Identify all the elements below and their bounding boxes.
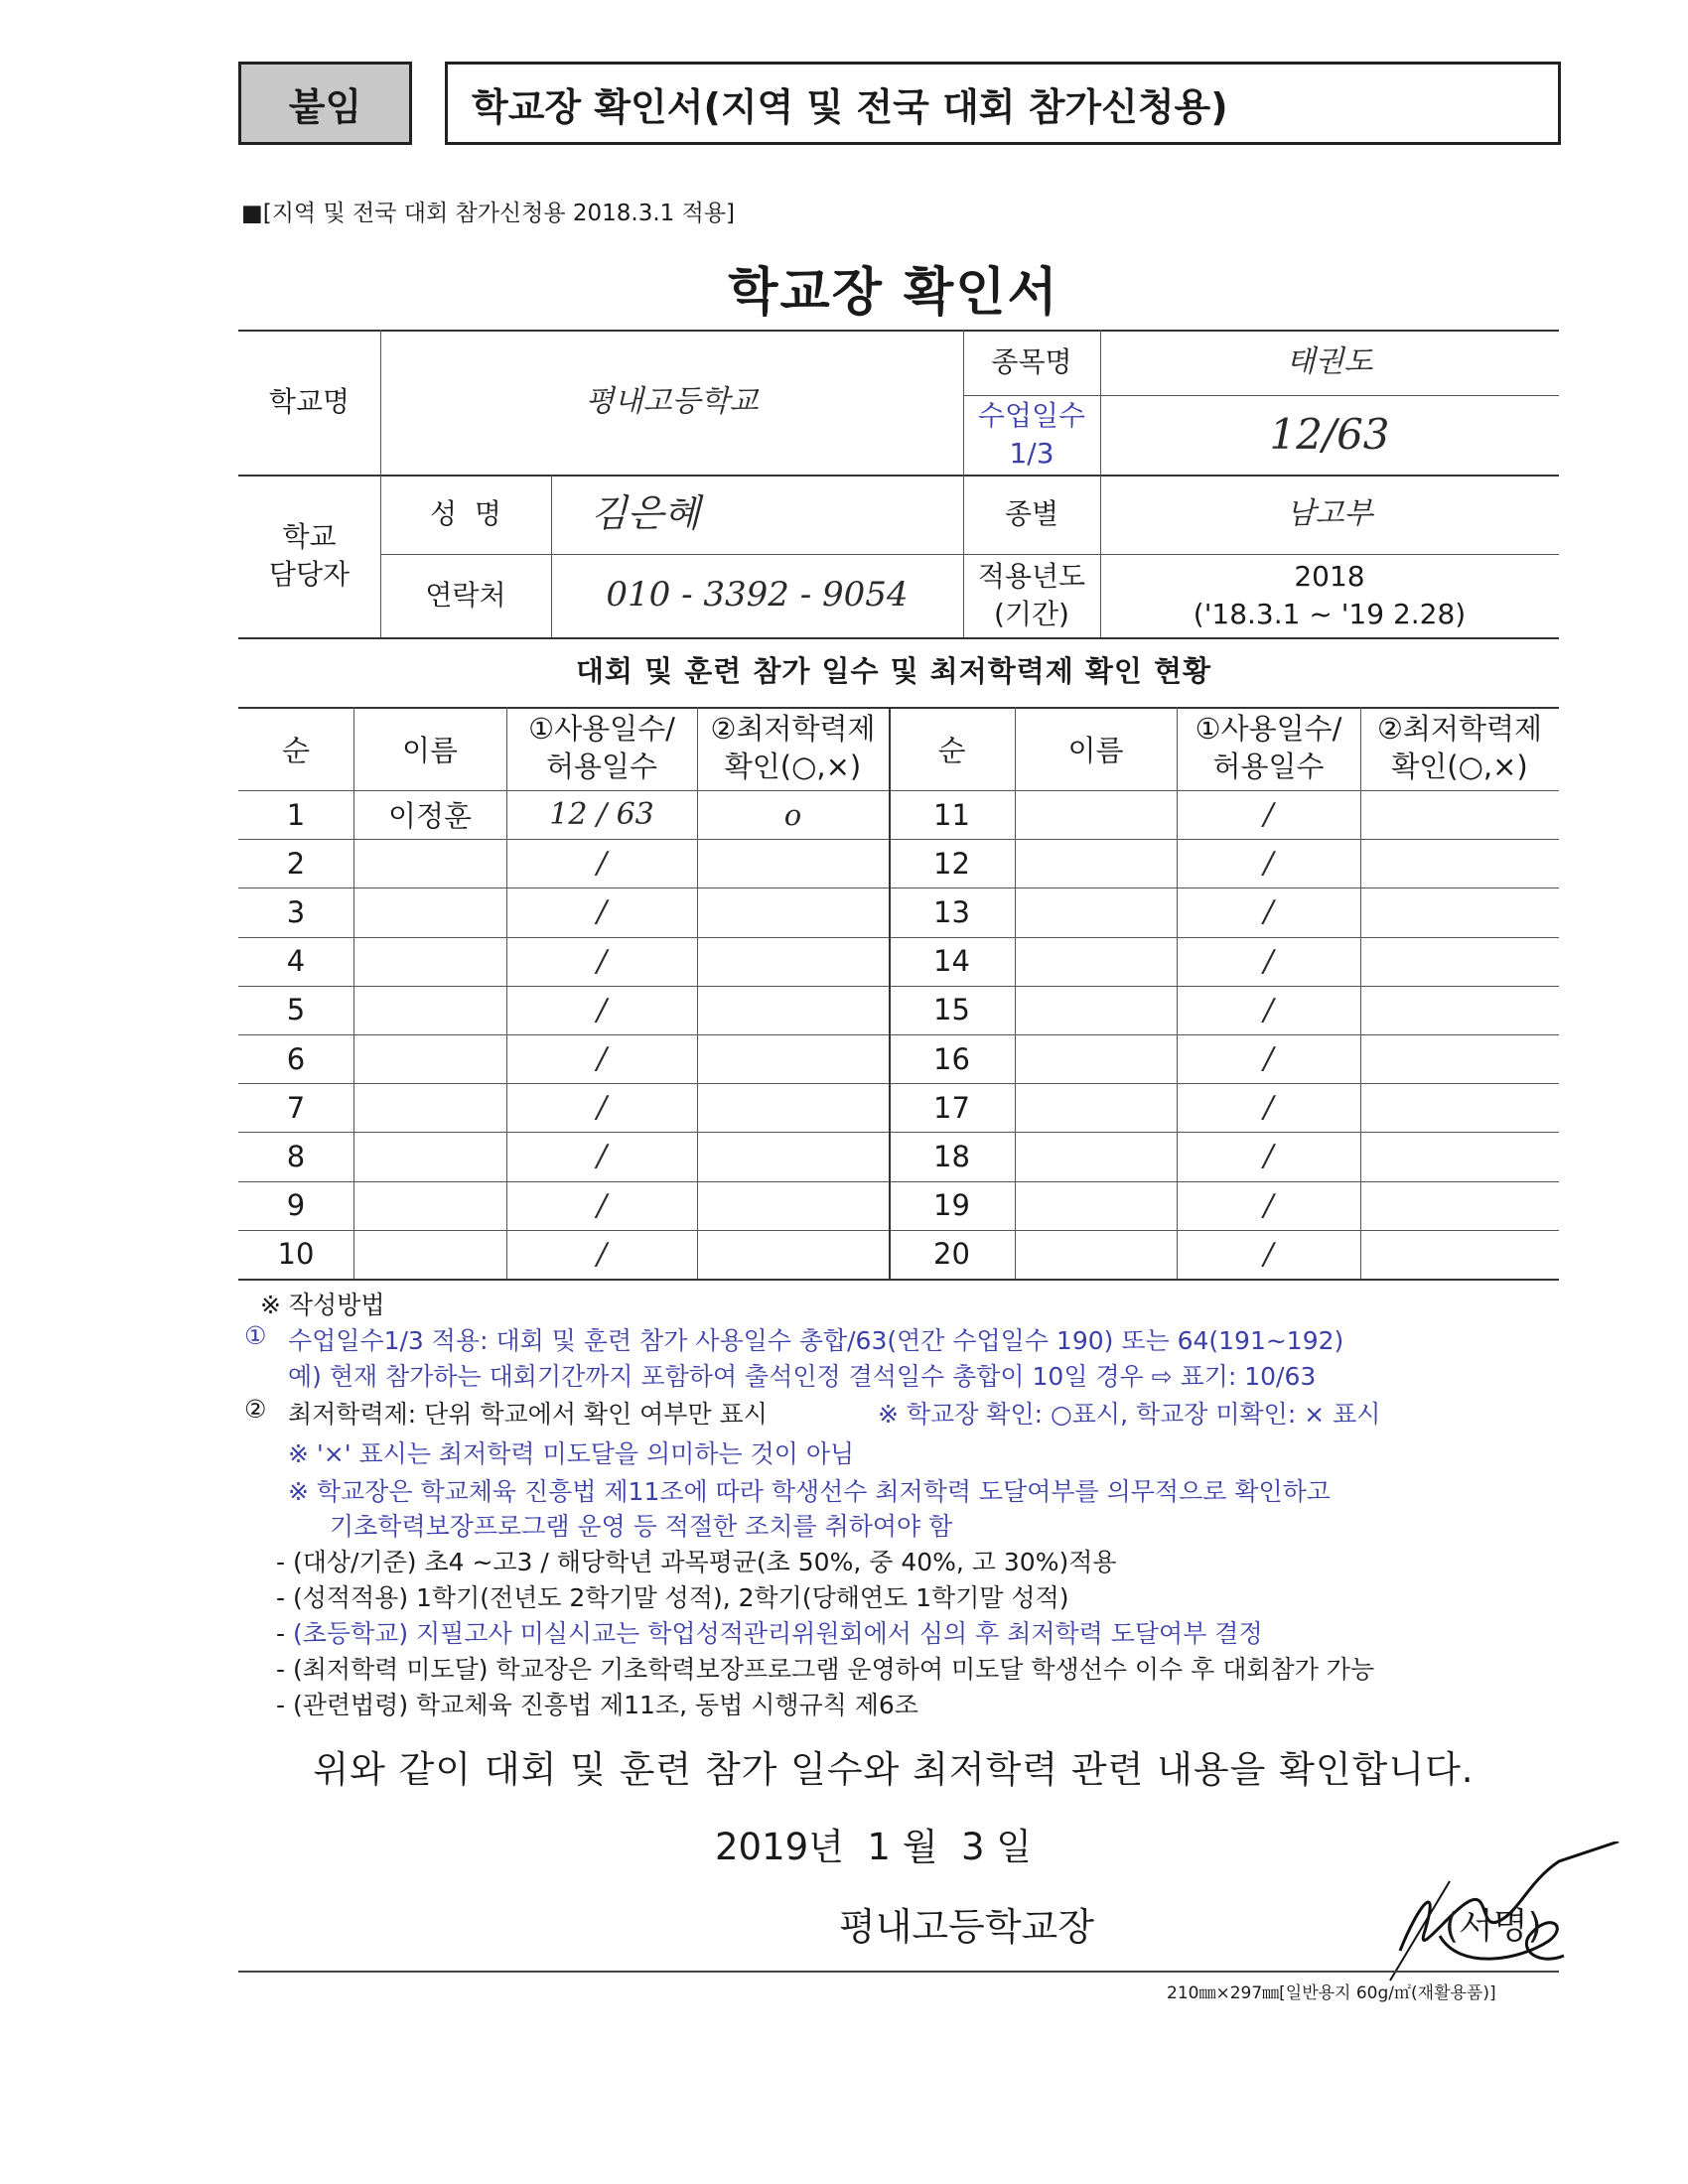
roster-header-days-line2: 허용일수 — [1212, 750, 1325, 783]
roster-cell-name — [353, 887, 506, 936]
roster-header-name: 이름 — [401, 733, 459, 767]
footer-rule — [238, 1971, 1559, 1973]
roster-cell-check — [1360, 839, 1559, 887]
note-x-mark: ※ '×' 표시는 최저학력 미도달을 의미하는 것이 아님 — [288, 1439, 855, 1468]
event-label: 종목명 — [991, 345, 1072, 379]
confirmation-statement: 위와 같이 대회 및 훈련 참가 일수와 최저학력 관련 내용을 확인합니다. — [313, 1748, 1475, 1791]
name-label: 성 명 — [430, 497, 501, 531]
roster-cell-days: / — [596, 943, 608, 979]
roster-cell-check — [697, 1034, 889, 1083]
bullet-target: - (대상/기준) 초4 ~고3 / 해당학년 과목평균(초 50%, 중 40%, 고 30%)적용 — [276, 1548, 1117, 1576]
roster-cell-no: 18 — [933, 1139, 970, 1173]
roster-cell-days: / — [1263, 1187, 1274, 1223]
year-value-period: ('18.3.1 ~ '19 2.28) — [1193, 598, 1467, 630]
roster-cell-days: / — [1263, 1090, 1274, 1126]
bullet-elementary — [276, 1614, 1263, 1650]
school-label: 학교명 — [268, 385, 351, 419]
roster-header-days — [1177, 707, 1360, 790]
roster-cell-no: 3 — [286, 894, 306, 929]
roster-cell-no: 8 — [286, 1139, 306, 1173]
roster-cell-no: 15 — [933, 993, 970, 1027]
bullet-grade-apply: - (성적적용) 1학기(전년도 2학기말 성적), 2학기(당해연도 1학기말 성적) — [276, 1583, 1069, 1612]
roster-cell-name — [1015, 839, 1177, 887]
classdays-value: 12/63 — [1269, 409, 1390, 459]
roster-cell-check: o — [783, 797, 802, 832]
roster-cell-days: / — [596, 894, 608, 930]
form-title: 학교장 확인서(지역 및 전국 대회 참가신청용) — [472, 84, 1228, 129]
instruction-2-confirm-note: ※ 학교장 확인: ○표시, 학교장 미확인: × 표시 — [878, 1400, 1381, 1429]
instruction-2-number: ② — [244, 1395, 267, 1424]
roster-header-check-line1: ②최저학력제 — [1376, 712, 1543, 747]
roster-cell-days: / — [596, 1090, 608, 1126]
roster-cell-name — [353, 937, 506, 986]
note-principal-line1: ※ 학교장은 학교체육 진흥법 제11조에 따라 학생선수 최저학력 도달여부를 의무적으로 확인하고 — [288, 1477, 1331, 1506]
status-title: 대회 및 훈련 참가 일수 및 최저학력제 확인 현황 — [575, 654, 1212, 688]
roster-cell-no: 11 — [933, 797, 970, 832]
roster-header-check-line1: ②최저학력제 — [710, 712, 876, 747]
instruction-1-number: ① — [244, 1321, 267, 1350]
roster-cell-days: / — [596, 1236, 608, 1272]
classdays-label-text: 수업일수 — [977, 399, 1086, 433]
roster-cell-check — [697, 986, 889, 1034]
roster-cell-name — [353, 1034, 506, 1083]
roster-cell-no: 10 — [277, 1237, 315, 1272]
roster-header-days-line1: ①사용일수/ — [528, 712, 675, 747]
roster-cell-name — [1015, 1230, 1177, 1279]
roster-cell-check — [1360, 790, 1559, 839]
staff-label-line2: 담당자 — [268, 558, 351, 591]
roster-cell-no: 5 — [286, 993, 306, 1027]
roster-cell-no: 7 — [286, 1090, 306, 1125]
roster-cell-no: 14 — [933, 944, 970, 979]
roster-cell-no: 2 — [286, 846, 306, 881]
bullet-elementary-dash: - — [276, 1619, 293, 1648]
roster-cell-days: / — [596, 1187, 608, 1223]
roster-cell-name — [353, 839, 506, 887]
attachment-label: 붙임 — [238, 62, 412, 145]
staff-label — [238, 475, 380, 637]
form-note: ■[지역 및 전국 대회 참가신청용 2018.3.1 적용] — [241, 201, 736, 226]
year-value-year: 2018 — [1294, 560, 1365, 594]
roster-cell-check — [1360, 986, 1559, 1034]
signature-label: (서명) — [1445, 1906, 1542, 1947]
roster-row-rule — [238, 1279, 1559, 1281]
roster-cell-check — [1360, 1132, 1559, 1180]
roster-cell-no: 20 — [933, 1237, 970, 1272]
roster-cell-days: / — [596, 1041, 608, 1077]
roster-cell-check — [1360, 937, 1559, 986]
classdays-ratio: 1/3 — [1009, 437, 1055, 470]
name-value: 김은혜 — [591, 491, 701, 536]
division-value: 남고부 — [1286, 495, 1373, 531]
roster-header-days-line2: 허용일수 — [545, 750, 658, 783]
roster-cell-name — [1015, 986, 1177, 1034]
roster-cell-check — [697, 1181, 889, 1230]
contact-value: 010 - 3392 - 9054 — [606, 575, 909, 615]
roster-header-check-line2: 확인(○,×) — [1391, 750, 1528, 783]
roster-cell-name — [353, 1230, 506, 1279]
contact-label: 연락처 — [425, 579, 506, 613]
roster-cell-name — [1015, 937, 1177, 986]
roster-cell-no: 13 — [933, 894, 970, 929]
roster-cell-days: / — [1263, 1139, 1274, 1174]
year-label-line2: (기간) — [994, 598, 1069, 630]
bullet-elementary-text: (초등학교) 지필고사 미실시교는 학업성적관리위원회에서 심의 후 최저학력 도달여부 결정 — [292, 1619, 1263, 1648]
roster-cell-check — [697, 887, 889, 936]
division-label: 종별 — [1004, 497, 1059, 531]
roster-cell-days: 12 / 63 — [549, 797, 654, 833]
note-principal-line2: 기초학력보장프로그램 운영 등 적절한 조치를 취하여야 함 — [330, 1512, 953, 1541]
event-value: 태권도 — [1286, 343, 1373, 379]
roster-cell-check — [1360, 1034, 1559, 1083]
roster-header-check — [1360, 707, 1559, 790]
roster-cell-check — [1360, 1083, 1559, 1132]
info-rule — [238, 637, 1559, 639]
roster-cell-no: 9 — [286, 1188, 306, 1223]
year-value — [1100, 554, 1559, 637]
instructions-heading: ※ 작성방법 — [260, 1291, 385, 1319]
year-label — [963, 554, 1100, 637]
roster-cell-name — [1015, 887, 1177, 936]
roster-cell-days: / — [1263, 846, 1274, 882]
roster-cell-name — [1015, 1083, 1177, 1132]
instruction-1-line1: 수업일수1/3 적용: 대회 및 훈련 참가 사용일수 총합/63(연간 수업일수 190) 또는 64(191~192) — [288, 1326, 1344, 1355]
roster-header-check — [697, 707, 889, 790]
document-title: 학교장 확인서 — [728, 263, 1059, 323]
roster-cell-days: / — [1263, 992, 1274, 1027]
roster-cell-no: 12 — [933, 846, 970, 881]
roster-cell-no: 6 — [286, 1041, 306, 1076]
roster-cell-name — [353, 1132, 506, 1180]
roster-cell-name — [1015, 1034, 1177, 1083]
roster-header-days — [506, 707, 697, 790]
roster-cell-days: / — [596, 992, 608, 1027]
roster-cell-days: / — [1263, 1041, 1274, 1077]
roster-cell-days: / — [1263, 797, 1274, 833]
roster-cell-days: / — [1263, 894, 1274, 930]
roster-cell-check — [697, 937, 889, 986]
roster-header-name: 이름 — [1067, 733, 1124, 767]
roster-header-no: 순 — [937, 733, 966, 767]
issue-date: 2019년 1 월 3 일 — [715, 1826, 1033, 1868]
school-value: 평내고등학교 — [585, 383, 759, 419]
roster-cell-days: / — [596, 846, 608, 882]
principal-title: 평내고등학교장 — [839, 1905, 1094, 1949]
roster-cell-name — [1015, 1181, 1177, 1230]
roster-cell-name — [353, 1083, 506, 1132]
roster-cell-check — [697, 1132, 889, 1180]
roster-cell-check — [1360, 887, 1559, 936]
instruction-2-line1: 최저학력제: 단위 학교에서 확인 여부만 표시 — [288, 1400, 768, 1429]
staff-label-line1: 학교 — [282, 520, 337, 554]
classdays-label — [963, 395, 1100, 475]
roster-cell-name — [1015, 1132, 1177, 1180]
bullet-related-law: - (관련법령) 학교체육 진흥법 제11조, 동법 시행규칙 제6조 — [276, 1691, 918, 1719]
year-label-line1: 적용년도 — [977, 560, 1086, 594]
roster-cell-check — [1360, 1181, 1559, 1230]
roster-cell-no: 19 — [933, 1188, 970, 1223]
form-title-box — [445, 62, 1561, 145]
roster-cell-name — [1015, 790, 1177, 839]
roster-cell-no: 4 — [286, 944, 306, 979]
roster-header-no: 순 — [281, 733, 310, 767]
roster-cell-check — [697, 1230, 889, 1279]
roster-cell-check — [1360, 1230, 1559, 1279]
roster-cell-days: / — [596, 1139, 608, 1174]
roster-cell-no: 16 — [933, 1041, 970, 1076]
paper-spec: 210㎜×297㎜[일반용지 60g/㎡(재활용품)] — [1167, 1983, 1496, 2003]
roster-cell-name — [353, 1181, 506, 1230]
roster-cell-no: 17 — [933, 1090, 970, 1125]
roster-cell-days: / — [1263, 943, 1274, 979]
roster-cell-days: / — [1263, 1236, 1274, 1272]
roster-header-check-line2: 확인(○,×) — [724, 750, 862, 783]
roster-cell-name — [353, 986, 506, 1034]
roster-cell-no: 1 — [286, 797, 306, 832]
bullet-below-minimum: - (최저학력 미도달) 학교장은 기초학력보장프로그램 운영하여 미도달 학생선수 이수 후 대회참가 가능 — [276, 1655, 1375, 1684]
instruction-1-line2: 예) 현재 참가하는 대회기간까지 포함하여 출석인정 결석일수 총합이 10일 경우 ⇨ 표기: 10/63 — [288, 1362, 1317, 1391]
roster-cell-check — [697, 1083, 889, 1132]
roster-header-days-line1: ①사용일수/ — [1195, 712, 1342, 747]
roster-cell-name: 이정훈 — [387, 799, 473, 834]
roster-cell-check — [697, 839, 889, 887]
